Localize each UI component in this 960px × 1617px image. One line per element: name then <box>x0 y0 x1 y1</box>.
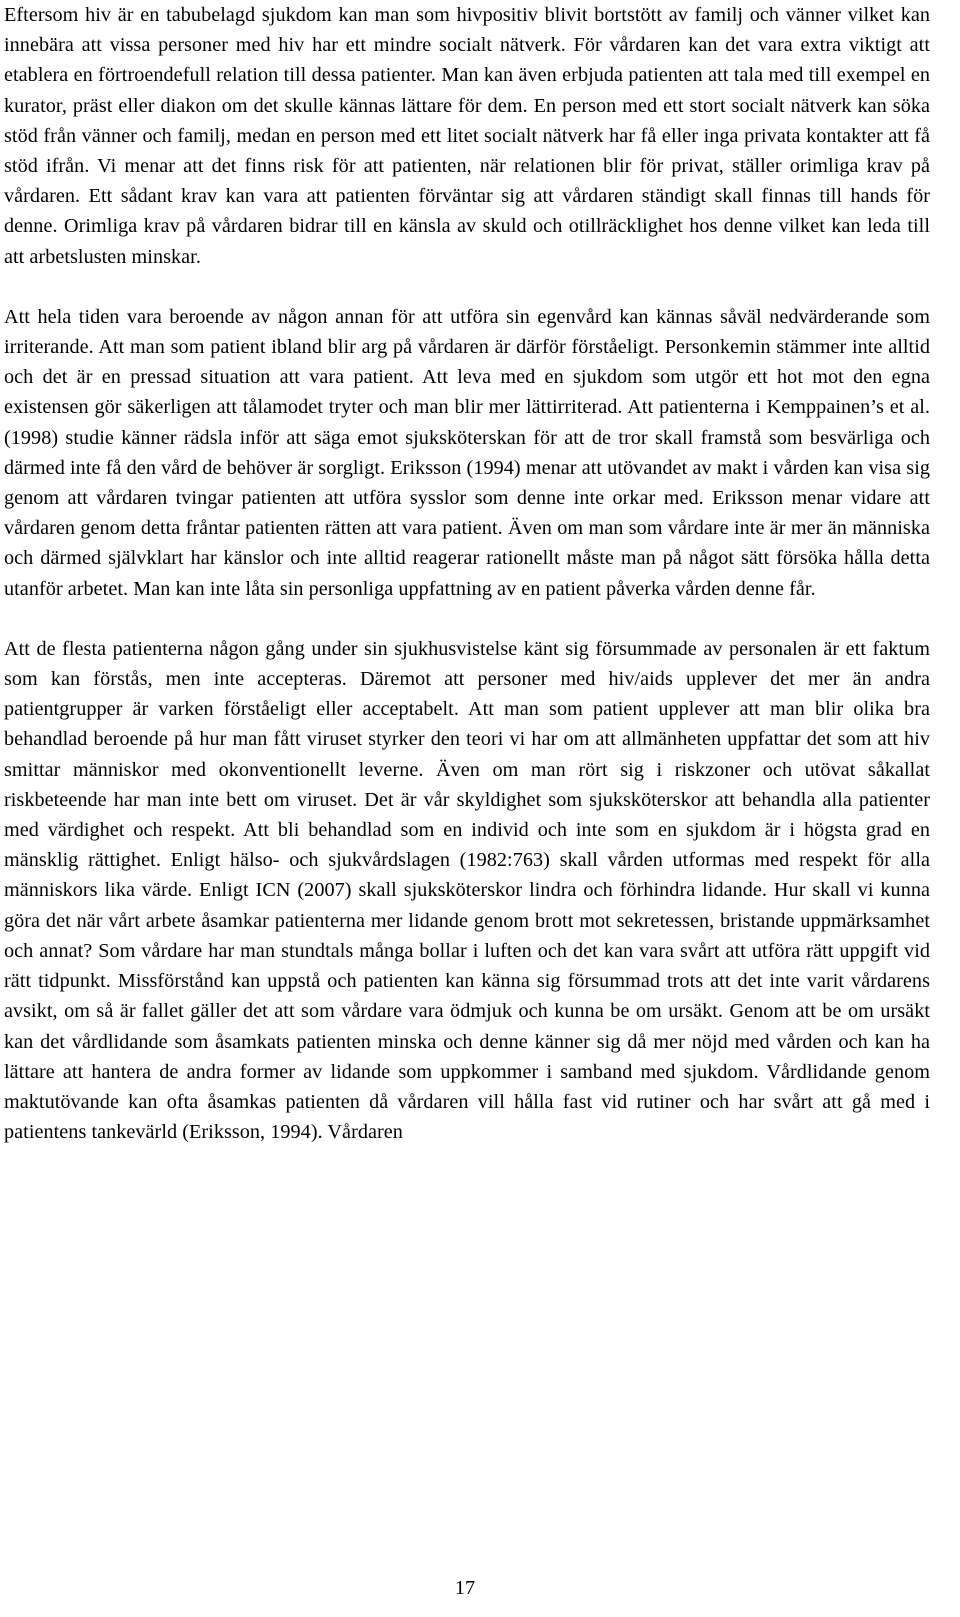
document-page <box>4 0 930 1147</box>
paragraph-1: Eftersom hiv är en tabubelagd sjukdom kan man som hivpositiv blivit bortstött av familj och vänner vilket kan innebära att vissa personer med hiv har ett mindre socialt nätverk. För vårdaren kan det vara extra viktigt att etablera en förtroendefull relation till dessa patienter. Man kan även erbjuda patienten att tala med till exempel en kurator, präst eller diakon om det skulle kännas lättare för dem. En person med ett stort socialt nätverk kan söka stöd från vänner och familj, medan en person med ett litet socialt nätverk har få eller inga privata kontakter att få stöd ifrån. Vi menar att det finns risk för att patienten, när relationen blir för privat, ställer orimliga krav på vårdaren. Ett sådant krav kan vara att patienten förväntar sig att vårdaren ständigt skall finnas till hands för denne. Orimliga krav på vårdaren bidrar till en känsla av skuld och otillräcklighet hos denne vilket kan leda till att arbetslusten minskar. <box>4 4 930 268</box>
paragraph-2: Att hela tiden vara beroende av någon annan för att utföra sin egenvård kan kännas såväl nedvärderande som irriterande. Att man som patient ibland blir arg på vårdaren är därför förståeligt. Personkemin stämmer inte alltid och det är en pressad situation att vara patient. Att leva med en sjukdom som utgör ett hot mot den egna existensen gör säkerligen att tålamodet tryter och man blir mer lättirriterad. Att patienterna i Kemppainen’s et al. (1998) studie känner rädsla inför att säga emot sjuksköterskan för att de tror skall framstå som besvärliga och därmed inte få den vård de behöver är sorgligt. Eriksson (1994) menar att utövandet av makt i vården kan visa sig genom att vårdaren tvingar patienten att utföra sysslor som denne inte orkar med. Eriksson menar vidare att vårdaren genom detta fråntar patienten rätten att vara patient. Även om man som vårdare inte är mer än människa och därmed självklart har känslor och inte alltid reagerar rationellt måste man på något sätt försöka hålla detta utanför arbetet. Man kan inte låta sin personliga uppfattning av en patient påverka vården denne får. <box>4 305 930 600</box>
paragraph-3: Att de flesta patienterna någon gång under sin sjukhusvistelse känt sig försummade av personalen är ett faktum som kan förstås, men inte accepteras. Däremot att personer med hiv/aids upplever det mer än andra patientgrupper är varken förståeligt eller acceptabelt. Att man som patient upplever att man blir olika bra behandlad beroende på hur man fått viruset styrker den teori vi har om att allmänheten uppfattar det som att hiv smittar människor med okonventionellt leverne. Även om man rört sig i riskzoner och utövat såkallat riskbeteende har man inte bett om viruset. Det är vår skyldighet som sjuksköterskor att behandla alla patienter med värdighet och respekt. Att bli behandlad som en individ och inte som en sjukdom är i högsta grad en mänsklig rättighet. Enligt hälso- och sjukvårdslagen (1982:763) skall vården utformas med respekt för alla människors lika värde. Enligt ICN (2007) skall sjuksköterskor lindra och förhindra lidande. Hur skall vi kunna göra det när vårt arbete åsamkar patienterna mer lidande genom brott mot sekretessen, bristande uppmärksamhet och annat? Som vårdare har man stundtals många bollar i luften och det kan vara svårt att utföra rätt uppgift vid rätt tidpunkt. Missförstånd kan uppstå och patienten kan känna sig försummad trots att det inte varit vårdarens avsikt, om så är fallet gäller det att som vårdare vara ödmjuk och kunna be om ursäkt. Genom att be om ursäkt kan det vårdlidande som åsamkats patienten minska och denne känner sig då mer nöjd med vården och kan ha lättare att hantera de andra former av lidande som uppkommer i samband med sjukdom. Vårdlidande genom maktutövande kan ofta åsamkas patienten då vårdaren vill hålla fast vid rutiner och har svårt att gå med i patientens tankevärld (Eriksson, 1994). Vårdaren <box>4 637 930 1144</box>
page-number: 17 <box>454 1577 476 1599</box>
